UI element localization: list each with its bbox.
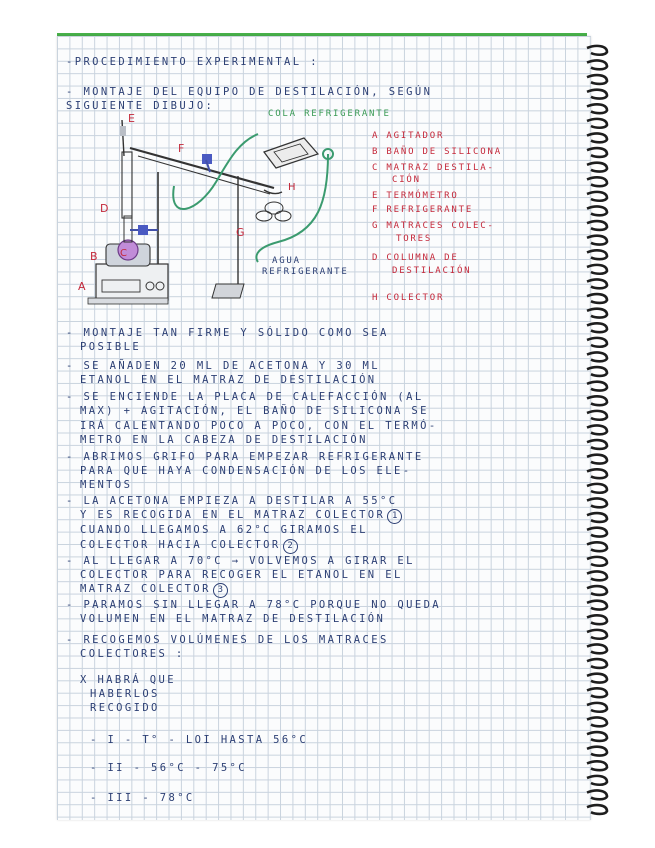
spiral-ring (587, 323, 607, 332)
spiral-ring (587, 396, 607, 405)
circled-number: 1 (387, 509, 402, 524)
thermometer (122, 120, 124, 156)
text-line: CUANDO LLEGAMOS A 62°C GIRAMOS EL (80, 524, 368, 536)
spiral-ring (587, 294, 607, 303)
text-line: - PARAMOS SIN LLEGAR A 78°C PORQUE NO QUEDA (66, 599, 442, 611)
legend-item: F REFRIGERANTE (372, 205, 474, 215)
text-line: - MONTAJE TAN FIRME Y SÓLIDO COMO SEA (66, 327, 389, 339)
label-g: G (236, 226, 245, 239)
water-out-label-2: REFRIGERANTE (262, 267, 349, 277)
spiral-ring (587, 134, 607, 143)
text-line: MENTOS (80, 479, 133, 491)
label-d: D (100, 202, 109, 215)
legend-item: DESTILACIÓN (392, 266, 472, 276)
spiral-ring (587, 499, 607, 508)
legend-item: E TERMÓMETRO (372, 191, 459, 201)
text-line: - ABRIMOS GRIFO PARA EMPEZAR REFRIGERANTE (66, 451, 424, 463)
spiral-ring (587, 411, 607, 420)
fraction-line: - I - T° - LOI HASTA 56°C (90, 734, 309, 746)
spiral-ring (587, 265, 607, 274)
text-line: COLECTOR PARA RECOGER EL ETANOL EN EL (80, 569, 403, 581)
spiral-ring (587, 469, 607, 478)
cold-water-label: COLA REFRIGERANTE (268, 109, 391, 119)
spiral-ring (587, 455, 607, 464)
spiral-ring (587, 192, 607, 201)
spiral-ring (587, 528, 607, 537)
spiral-binding (583, 44, 613, 824)
spiral-ring (587, 75, 607, 84)
spiral-ring (587, 90, 607, 99)
spiral-ring (587, 586, 607, 595)
spiral-ring (587, 776, 607, 785)
spiral-ring (587, 382, 607, 391)
spiral-ring (587, 236, 607, 245)
text-line: COLECTOR HACIA COLECTOR 2 (80, 539, 298, 554)
spiral-ring (587, 630, 607, 639)
label-e: E (128, 112, 135, 125)
spiral-ring (587, 177, 607, 186)
text-line: - AL LLEGAR A 70°C → VOLVEMOS A GIRAR EL (66, 555, 415, 567)
text-line: Y ES RECOGIDA EN EL MATRAZ COLECTOR 1 (80, 509, 402, 524)
spiral-ring (587, 513, 607, 522)
distillation-apparatus-diagram (78, 112, 368, 312)
label-b: B (90, 250, 98, 263)
spiral-ring (587, 805, 607, 814)
spiral-ring (587, 688, 607, 697)
spiral-ring (587, 61, 607, 70)
circled-number: 3 (213, 583, 228, 598)
spiral-ring (587, 645, 607, 654)
hotplate-stirrer (96, 264, 168, 300)
text-line: VOLUMEN EN EL MATRAZ DE DESTILACIÓN (80, 613, 386, 625)
spiral-ring (587, 207, 607, 216)
spiral-ring (587, 119, 607, 128)
text-line: PARA QUE HAYA CONDENSACIÓN DE LOS ELE- (80, 465, 412, 477)
spiral-ring (587, 163, 607, 172)
label-a: A (78, 280, 86, 293)
collector (256, 190, 291, 221)
spiral-ring (587, 250, 607, 259)
text-line: COLECTORES : (80, 648, 185, 660)
note-line: X HABRÁ QUE (80, 674, 176, 686)
intro-line-1: - MONTAJE DEL EQUIPO DE DESTILACIÓN, SEGÚN (66, 86, 433, 98)
legend-item: A AGITADOR (372, 131, 445, 141)
label-c: C (120, 248, 127, 259)
spiral-ring (587, 440, 607, 449)
spiral-ring (587, 674, 607, 683)
legend-item: CIÓN (392, 175, 421, 185)
spiral-ring (587, 280, 607, 289)
note-line: HABERLOS (90, 688, 160, 700)
distillation-column (122, 152, 132, 218)
legend-item: G MATRACES COLEC- (372, 221, 495, 231)
spiral-ring (587, 659, 607, 668)
spiral-ring (587, 46, 607, 55)
intro-line-2: SIGUIENTE DIBUJO: (66, 100, 215, 112)
spiral-ring (587, 353, 607, 362)
legend-item: D COLUMNA DE (372, 253, 459, 263)
text-line: MATRAZ COLECTOR 3 (80, 583, 228, 598)
legend-item: B BAÑO DE SILICONA (372, 147, 502, 157)
text-line: - SE ENCIENDE LA PLACA DE CALEFACCIÓN (AL (66, 391, 424, 403)
page-title: -PROCEDIMIENTO EXPERIMENTAL : (66, 56, 319, 68)
spiral-ring (587, 309, 607, 318)
text-line: - SE AÑADEN 20 ML DE ACETONA Y 30 ML (66, 360, 380, 372)
spiral-ring (587, 718, 607, 727)
spiral-ring (587, 221, 607, 230)
spiral-ring (587, 557, 607, 566)
legend-item: TORES (396, 234, 433, 244)
spiral-ring (587, 703, 607, 712)
label-f: F (178, 142, 185, 155)
spiral-ring (587, 732, 607, 741)
spiral-ring (587, 761, 607, 770)
note-line: RECOGIDO (90, 702, 160, 714)
text-line: - RECOGEMOS VOLÚMENES DE LOS MATRACES (66, 634, 389, 646)
spiral-ring (587, 367, 607, 376)
water-out-label-1: AGUA (272, 256, 301, 266)
spiral-ring (587, 572, 607, 581)
circled-number: 2 (283, 539, 298, 554)
spiral-ring (587, 426, 607, 435)
fraction-line: - III - 78°C (90, 792, 195, 804)
label-h: H (288, 182, 296, 193)
text-line: ETANOL EN EL MATRAZ DE DESTILACIÓN (80, 374, 377, 386)
fraction-line: - II - 56°C - 75°C (90, 762, 247, 774)
text-line: MAX) + AGITACIÓN, EL BAÑO DE SILICONA SE (80, 405, 429, 417)
spiral-ring (587, 104, 607, 113)
spiral-ring (587, 148, 607, 157)
spiral-ring (587, 484, 607, 493)
text-line: - LA ACETONA EMPIEZA A DESTILAR A 55°C (66, 495, 398, 507)
spiral-ring (587, 601, 607, 610)
text-line: METRO EN LA CABEZA DE DESTILACIÓN (80, 434, 368, 446)
spiral-ring (587, 542, 607, 551)
legend-item: H COLECTOR (372, 293, 445, 303)
spiral-ring (587, 791, 607, 800)
text-line: IRÁ CALENTANDO POCO A POCO, CON EL TERMÓ- (80, 420, 438, 432)
text-line: POSIBLE (80, 341, 142, 353)
spiral-ring (587, 747, 607, 756)
legend-item: C MATRAZ DESTILA- (372, 163, 495, 173)
spiral-ring (587, 615, 607, 624)
spiral-ring (587, 338, 607, 347)
